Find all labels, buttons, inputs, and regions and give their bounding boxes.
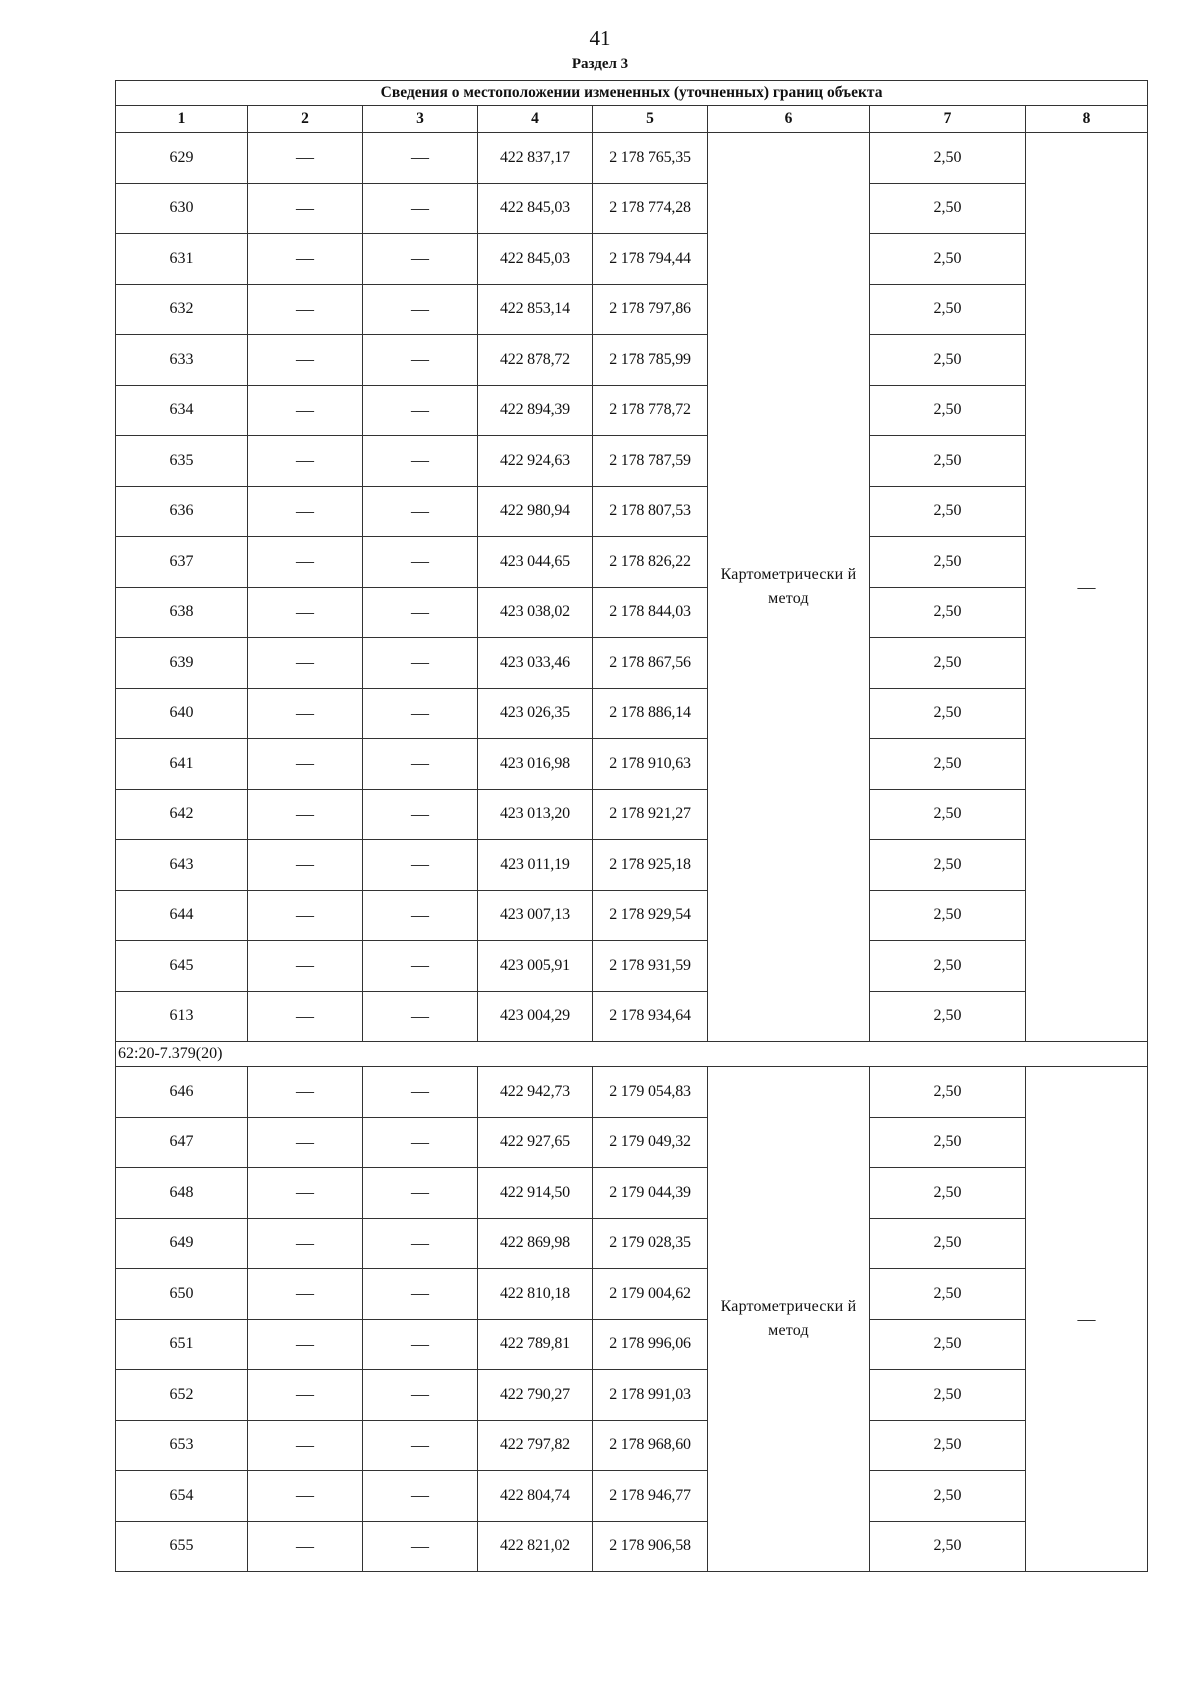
- coord-y: 2 179 049,32: [593, 1117, 708, 1168]
- col2-value: —: [248, 1471, 363, 1522]
- section-title: Раздел 3: [571, 56, 629, 72]
- coord-y: 2 178 931,59: [593, 941, 708, 992]
- coord-x: 422 821,02: [478, 1521, 593, 1572]
- accuracy-value: 2,50: [870, 234, 1026, 285]
- accuracy-value: 2,50: [870, 1067, 1026, 1118]
- col3-value: —: [363, 688, 478, 739]
- coord-x: 422 789,81: [478, 1319, 593, 1370]
- coord-x: 423 007,13: [478, 890, 593, 941]
- group-label-row: [116, 1042, 1148, 1067]
- point-number: 633: [116, 335, 248, 386]
- coord-x: 423 016,98: [478, 739, 593, 790]
- coord-x: 422 927,65: [478, 1117, 593, 1168]
- point-number: 629: [116, 133, 248, 184]
- point-number: 640: [116, 688, 248, 739]
- col3-value: —: [363, 789, 478, 840]
- accuracy-value: 2,50: [870, 789, 1026, 840]
- col3-value: —: [363, 638, 478, 689]
- coord-y: 2 178 778,72: [593, 385, 708, 436]
- coord-x: 422 878,72: [478, 335, 593, 386]
- column-header-8: 8: [1026, 106, 1148, 133]
- table-row: [116, 991, 1148, 1042]
- col3-value: —: [363, 335, 478, 386]
- accuracy-value: 2,50: [870, 133, 1026, 184]
- col2-value: —: [248, 1420, 363, 1471]
- col2-value: —: [248, 335, 363, 386]
- col2-value: —: [248, 991, 363, 1042]
- accuracy-value: 2,50: [870, 1370, 1026, 1421]
- coord-y: 2 178 968,60: [593, 1420, 708, 1471]
- table-row: [116, 1319, 1148, 1370]
- column-header-3: 3: [363, 106, 478, 133]
- coord-y: 2 178 765,35: [593, 133, 708, 184]
- coord-x: 423 004,29: [478, 991, 593, 1042]
- col3-value: —: [363, 1117, 478, 1168]
- col3-value: —: [363, 991, 478, 1042]
- col2-value: —: [248, 840, 363, 891]
- col2-value: —: [248, 385, 363, 436]
- col3-value: —: [363, 537, 478, 588]
- table-row: [116, 183, 1148, 234]
- table-row: [116, 840, 1148, 891]
- col3-value: —: [363, 1420, 478, 1471]
- col2-value: —: [248, 789, 363, 840]
- col3-value: —: [363, 1218, 478, 1269]
- point-number: 632: [116, 284, 248, 335]
- point-number: 642: [116, 789, 248, 840]
- table-row: [116, 688, 1148, 739]
- coord-y: 2 178 844,03: [593, 587, 708, 638]
- coord-y: 2 178 996,06: [593, 1319, 708, 1370]
- point-number: 613: [116, 991, 248, 1042]
- coord-x: 422 790,27: [478, 1370, 593, 1421]
- coord-x: 422 924,63: [478, 436, 593, 487]
- point-number: 646: [116, 1067, 248, 1118]
- col8-cell: —: [1026, 1067, 1148, 1572]
- col2-value: —: [248, 1521, 363, 1572]
- coord-y: 2 178 794,44: [593, 234, 708, 285]
- accuracy-value: 2,50: [870, 840, 1026, 891]
- method-cell: Картометрически й метод: [708, 133, 870, 1042]
- accuracy-value: 2,50: [870, 688, 1026, 739]
- col2-value: —: [248, 1319, 363, 1370]
- accuracy-value: 2,50: [870, 284, 1026, 335]
- table-row: [116, 385, 1148, 436]
- accuracy-value: 2,50: [870, 1471, 1026, 1522]
- col3-value: —: [363, 587, 478, 638]
- coord-x: 422 845,03: [478, 183, 593, 234]
- point-number: 630: [116, 183, 248, 234]
- col3-value: —: [363, 1168, 478, 1219]
- coord-x: 422 804,74: [478, 1471, 593, 1522]
- coord-x: 422 914,50: [478, 1168, 593, 1219]
- coord-x: 422 845,03: [478, 234, 593, 285]
- accuracy-value: 2,50: [870, 1521, 1026, 1572]
- col3-value: —: [363, 284, 478, 335]
- table-row: [116, 1521, 1148, 1572]
- column-header-row: [116, 106, 1148, 133]
- coord-y: 2 178 797,86: [593, 284, 708, 335]
- col2-value: —: [248, 1218, 363, 1269]
- coord-y: 2 178 946,77: [593, 1471, 708, 1522]
- point-number: 648: [116, 1168, 248, 1219]
- table-row: [116, 1067, 1148, 1118]
- table-row: [116, 890, 1148, 941]
- column-header-6: 6: [708, 106, 870, 133]
- table-row: [116, 1218, 1148, 1269]
- col3-value: —: [363, 840, 478, 891]
- coord-x: 423 026,35: [478, 688, 593, 739]
- accuracy-value: 2,50: [870, 1269, 1026, 1320]
- table-row: [116, 638, 1148, 689]
- col2-value: —: [248, 688, 363, 739]
- accuracy-value: 2,50: [870, 1168, 1026, 1219]
- table-caption: Сведения о местоположении измененных (уточненных) границ объекта: [116, 81, 1148, 106]
- coord-y: 2 178 826,22: [593, 537, 708, 588]
- coord-y: 2 179 028,35: [593, 1218, 708, 1269]
- point-number: 638: [116, 587, 248, 638]
- point-number: 641: [116, 739, 248, 790]
- col3-value: —: [363, 183, 478, 234]
- col2-value: —: [248, 486, 363, 537]
- coord-x: 422 894,39: [478, 385, 593, 436]
- point-number: 649: [116, 1218, 248, 1269]
- col3-value: —: [363, 739, 478, 790]
- column-header-7: 7: [870, 106, 1026, 133]
- column-header-4: 4: [478, 106, 593, 133]
- table-row: [116, 234, 1148, 285]
- point-number: 653: [116, 1420, 248, 1471]
- col2-value: —: [248, 284, 363, 335]
- coord-y: 2 178 867,56: [593, 638, 708, 689]
- coord-x: 423 013,20: [478, 789, 593, 840]
- coord-y: 2 178 774,28: [593, 183, 708, 234]
- coord-y: 2 179 054,83: [593, 1067, 708, 1118]
- col2-value: —: [248, 1067, 363, 1118]
- accuracy-value: 2,50: [870, 890, 1026, 941]
- col3-value: —: [363, 890, 478, 941]
- coord-y: 2 178 906,58: [593, 1521, 708, 1572]
- accuracy-value: 2,50: [870, 1218, 1026, 1269]
- point-number: 652: [116, 1370, 248, 1421]
- coord-y: 2 178 934,64: [593, 991, 708, 1042]
- col2-value: —: [248, 941, 363, 992]
- accuracy-value: 2,50: [870, 1117, 1026, 1168]
- table-row: [116, 1168, 1148, 1219]
- coord-x: 423 033,46: [478, 638, 593, 689]
- table-row: [116, 486, 1148, 537]
- point-number: 635: [116, 436, 248, 487]
- col3-value: —: [363, 385, 478, 436]
- group-label: 62:20-7.379(20): [116, 1042, 1148, 1067]
- coord-y: 2 178 921,27: [593, 789, 708, 840]
- coord-x: 422 942,73: [478, 1067, 593, 1118]
- col3-value: —: [363, 234, 478, 285]
- col2-value: —: [248, 587, 363, 638]
- col2-value: —: [248, 739, 363, 790]
- col3-value: —: [363, 1067, 478, 1118]
- page-number: 41: [589, 26, 611, 50]
- table-row: [116, 739, 1148, 790]
- point-number: 654: [116, 1471, 248, 1522]
- boundary-table: [115, 80, 1148, 1572]
- point-number: 639: [116, 638, 248, 689]
- coord-x: 422 797,82: [478, 1420, 593, 1471]
- col3-value: —: [363, 1370, 478, 1421]
- accuracy-value: 2,50: [870, 183, 1026, 234]
- point-number: 643: [116, 840, 248, 891]
- coord-y: 2 179 044,39: [593, 1168, 708, 1219]
- accuracy-value: 2,50: [870, 739, 1026, 790]
- point-number: 645: [116, 941, 248, 992]
- table-row: [116, 1269, 1148, 1320]
- coord-x: 423 011,19: [478, 840, 593, 891]
- column-header-2: 2: [248, 106, 363, 133]
- col2-value: —: [248, 1370, 363, 1421]
- table-row: [116, 537, 1148, 588]
- table-row: [116, 941, 1148, 992]
- col2-value: —: [248, 638, 363, 689]
- col2-value: —: [248, 537, 363, 588]
- col2-value: —: [248, 183, 363, 234]
- col2-value: —: [248, 234, 363, 285]
- coord-y: 2 178 886,14: [593, 688, 708, 739]
- accuracy-value: 2,50: [870, 1420, 1026, 1471]
- table-row: [116, 1370, 1148, 1421]
- point-number: 631: [116, 234, 248, 285]
- accuracy-value: 2,50: [870, 486, 1026, 537]
- point-number: 655: [116, 1521, 248, 1572]
- accuracy-value: 2,50: [870, 638, 1026, 689]
- accuracy-value: 2,50: [870, 587, 1026, 638]
- table-row: [116, 1471, 1148, 1522]
- col2-value: —: [248, 133, 363, 184]
- coord-y: 2 178 925,18: [593, 840, 708, 891]
- coord-x: 423 038,02: [478, 587, 593, 638]
- coord-y: 2 178 785,99: [593, 335, 708, 386]
- point-number: 650: [116, 1269, 248, 1320]
- col3-value: —: [363, 486, 478, 537]
- table-row: [116, 1420, 1148, 1471]
- col2-value: —: [248, 1117, 363, 1168]
- table-row: [116, 284, 1148, 335]
- coord-x: 422 837,17: [478, 133, 593, 184]
- table-row: [116, 133, 1148, 184]
- coord-y: 2 178 787,59: [593, 436, 708, 487]
- point-number: 636: [116, 486, 248, 537]
- accuracy-value: 2,50: [870, 385, 1026, 436]
- coord-y: 2 178 929,54: [593, 890, 708, 941]
- col3-value: —: [363, 1319, 478, 1370]
- coord-x: 422 810,18: [478, 1269, 593, 1320]
- point-number: 644: [116, 890, 248, 941]
- accuracy-value: 2,50: [870, 991, 1026, 1042]
- col3-value: —: [363, 1521, 478, 1572]
- coord-x: 422 980,94: [478, 486, 593, 537]
- point-number: 647: [116, 1117, 248, 1168]
- col2-value: —: [248, 890, 363, 941]
- accuracy-value: 2,50: [870, 335, 1026, 386]
- coord-x: 422 869,98: [478, 1218, 593, 1269]
- accuracy-value: 2,50: [870, 941, 1026, 992]
- col2-value: —: [248, 1168, 363, 1219]
- col3-value: —: [363, 1471, 478, 1522]
- col3-value: —: [363, 436, 478, 487]
- point-number: 634: [116, 385, 248, 436]
- point-number: 637: [116, 537, 248, 588]
- table-row: [116, 587, 1148, 638]
- coord-y: 2 179 004,62: [593, 1269, 708, 1320]
- coord-x: 423 044,65: [478, 537, 593, 588]
- method-cell: Картометрически й метод: [708, 1067, 870, 1572]
- col2-value: —: [248, 436, 363, 487]
- table-row: [116, 335, 1148, 386]
- column-header-5: 5: [593, 106, 708, 133]
- table-row: [116, 436, 1148, 487]
- accuracy-value: 2,50: [870, 436, 1026, 487]
- coord-y: 2 178 991,03: [593, 1370, 708, 1421]
- column-header-1: 1: [116, 106, 248, 133]
- col2-value: —: [248, 1269, 363, 1320]
- coord-x: 422 853,14: [478, 284, 593, 335]
- col3-value: —: [363, 1269, 478, 1320]
- coord-x: 423 005,91: [478, 941, 593, 992]
- coord-y: 2 178 807,53: [593, 486, 708, 537]
- table-row: [116, 1117, 1148, 1168]
- point-number: 651: [116, 1319, 248, 1370]
- accuracy-value: 2,50: [870, 1319, 1026, 1370]
- col3-value: —: [363, 941, 478, 992]
- table-row: [116, 789, 1148, 840]
- accuracy-value: 2,50: [870, 537, 1026, 588]
- col3-value: —: [363, 133, 478, 184]
- coord-y: 2 178 910,63: [593, 739, 708, 790]
- col8-cell: —: [1026, 133, 1148, 1042]
- table-caption-row: [116, 81, 1148, 106]
